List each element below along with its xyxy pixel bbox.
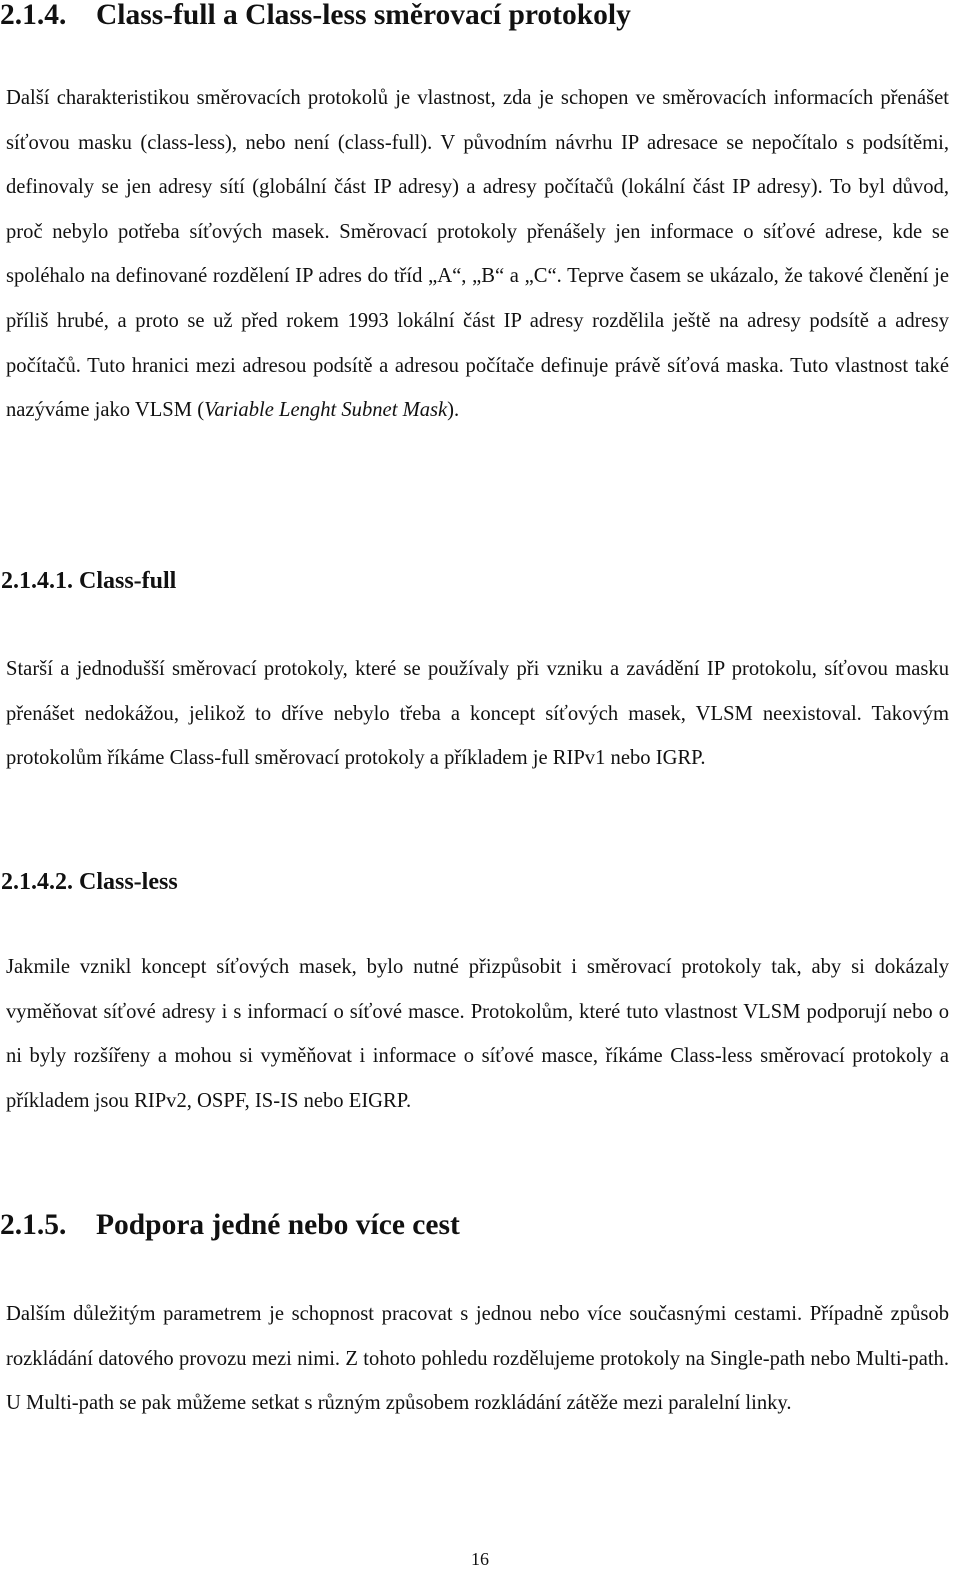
paragraph-podpora-cest: Dalším důležitým parametrem je schopnost pracovat s jednou nebo více současnými cestami. Případně způsob rozkládání datového provozu mezi nimi. Z tohoto pohledu rozdělujeme protokoly na Single-path nebo Multi-path. U Multi-path se pak můžeme setkat s různým způsobem rozkládání zátěže mezi paralelní linky.: [6, 1303, 949, 1415]
subsection-heading-class-full: [1, 566, 176, 596]
subsection-title: Class-full: [79, 568, 177, 594]
section-heading-podpora-cest: [0, 1208, 460, 1242]
subsection-heading-class-less: [1, 867, 178, 897]
paragraph-intro: [6, 76, 949, 433]
subsection-number: 2.1.4.2.: [1, 869, 73, 895]
section-title: Podpora jedné nebo více cest: [96, 1209, 460, 1241]
page-number: 16: [471, 1549, 489, 1569]
section-title: Class-full a Class-less směrovací protokoly: [96, 0, 631, 31]
paragraph-text-end: ).: [447, 399, 460, 422]
section-heading-class-full-class-less: [0, 0, 631, 32]
subsection-number: 2.1.4.1.: [1, 568, 73, 594]
paragraph-class-less: Jakmile vznikl koncept síťových masek, bylo nutné přizpůsobit i směrovací protokoly tak, aby si dokázaly vyměňovat síťové adresy i s informací o síťové masce. Protokolům, které tuto vlastnost VLSM podporují nebo o ni byly rozšířeny a mohou si vyměňovat i informace o síťové masce, říkáme Class-less směrovací protokoly a příkladem jsou RIPv2, OSPF, IS-IS nebo EIGRP.: [6, 956, 949, 1112]
section-number: 2.1.5.: [0, 1209, 67, 1241]
paragraph-text: Další charakteristikou směrovacích protokolů je vlastnost, zda je schopen ve směrovacích informacích přenášet síťovou masku (class-less), nebo není (class-full). V původním návrhu IP adresace se nepočítalo s podsítěmi, definovaly se jen adresy sítí (globální část IP adresy) a adresy počítačů (lokální část IP adresy). To byl důvod, proč nebylo potřeba síťových masek. Směrovací protokoly přenášely jen informace o síťové adrese, kde se spoléhalo na definované rozdělení IP adres do tříd „A“, „B“ a „C“. Teprve časem se ukázalo, že takové členění je příliš hrubé, a proto se už před rokem 1993 lokální část IP adresy rozdělila ještě na adresy podsítě a adresy počítačů. Tuto hranici mezi adresou podsítě a adresou počítače definuje právě síťová maska. Tuto vlastnost také nazýváme jako VLSM (: [6, 87, 949, 422]
subsection-title: Class-less: [79, 869, 178, 895]
section-number: 2.1.4.: [0, 0, 67, 31]
paragraph-class-full: Starší a jednodušší směrovací protokoly, které se používaly při vzniku a zavádění IP protokolu, síťovou masku přenášet nedokážou, jelikož to dříve nebylo třeba a koncept síťových masek, VLSM neexistoval. Takovým protokolům říkáme Class-full směrovací protokoly a příkladem je RIPv1 nebo IGRP.: [6, 658, 949, 770]
paragraph-italic-term: Variable Lenght Subnet Mask: [204, 399, 448, 422]
